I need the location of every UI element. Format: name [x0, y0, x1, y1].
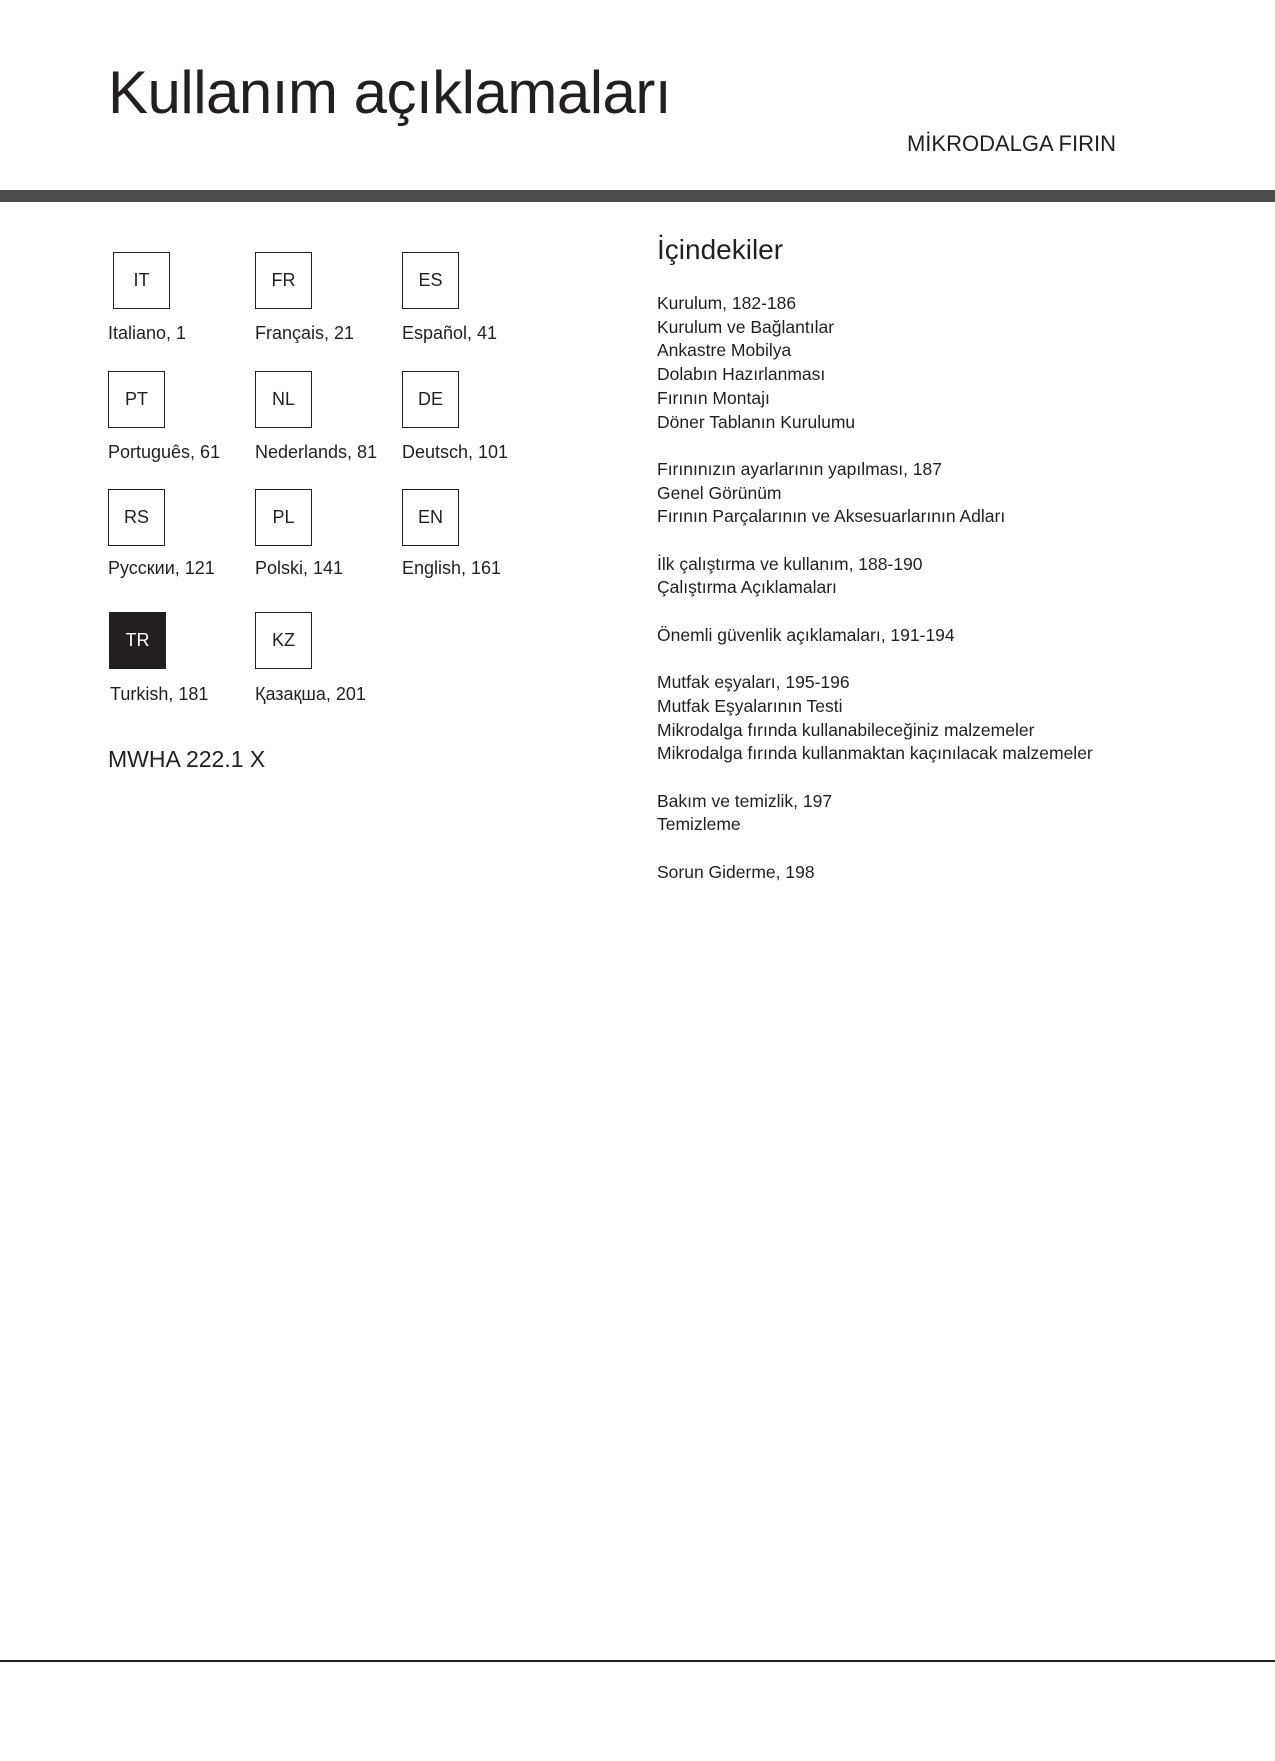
language-code-box[interactable]: IT: [113, 252, 170, 309]
toc-section: [657, 292, 1217, 434]
language-code-box[interactable]: TR: [109, 612, 166, 669]
toc-section-title: Fırınınızın ayarlarının yapılması, 187: [657, 458, 942, 479]
toc-section-title: Sorun Giderme, 198: [657, 861, 815, 882]
toc-section-title: Önemli güvenlik açıklamaları, 191-194: [657, 624, 955, 645]
toc-section: [657, 861, 1217, 885]
toc-section: [657, 553, 1217, 600]
toc-section-title: Bakım ve temizlik, 197: [657, 790, 833, 811]
toc-section-title: Kurulum, 182-186: [657, 293, 797, 313]
language-code-box[interactable]: EN: [402, 489, 459, 546]
language-label[interactable]: Русскии, 121: [108, 558, 215, 578]
language-code-box[interactable]: RS: [108, 489, 165, 546]
model-number: MWHA 222.1 X: [108, 746, 266, 772]
language-label[interactable]: Қазақша, 201: [255, 684, 366, 704]
product-type: MİKRODALGA FIRIN: [906, 131, 1116, 156]
toc-subitem: Temizleme: [657, 814, 741, 835]
language-code-box[interactable]: KZ: [255, 612, 312, 669]
language-label[interactable]: Nederlands, 81: [255, 442, 378, 462]
language-code-box[interactable]: FR: [255, 252, 312, 309]
language-label[interactable]: English, 161: [402, 558, 502, 578]
toc-subitem: Mikrodalga fırında kullanabileceğiniz malzemeler: [657, 719, 1035, 740]
toc-section-title: Mutfak eşyaları, 195-196: [657, 672, 850, 693]
toc-section: [657, 624, 1217, 648]
page-title: Kullanım açıklamaları: [108, 59, 672, 126]
toc-subitem: Çalıştırma Açıklamaları: [657, 577, 837, 598]
toc-subitem: Fırının Parçalarının ve Aksesuarlarının Adları: [657, 506, 1006, 527]
language-label[interactable]: Français, 21: [255, 323, 355, 343]
toc-subitem: Kurulum ve Bağlantılar: [657, 316, 835, 337]
toc-section: [657, 458, 1217, 529]
toc-subitem: Fırının Montajı: [657, 387, 770, 408]
language-code-box[interactable]: NL: [255, 371, 312, 428]
language-code-box[interactable]: PL: [255, 489, 312, 546]
table-of-contents: [657, 292, 1217, 908]
language-label[interactable]: Polski, 141: [255, 558, 344, 578]
header-divider-bar: [0, 190, 1275, 202]
toc-subitem: Dolabın Hazırlanması: [657, 364, 826, 385]
language-label[interactable]: Italiano, 1: [108, 323, 187, 343]
toc-subitem: Mutfak Eşyalarının Testi: [657, 695, 843, 716]
toc-subitem: Mikrodalga fırında kullanmaktan kaçınılacak malzemeler: [657, 743, 1093, 764]
language-label[interactable]: Español, 41: [402, 323, 498, 343]
toc-heading: İçindekiler: [657, 234, 784, 265]
toc-subitem: Genel Görünüm: [657, 482, 782, 503]
language-code-box[interactable]: PT: [108, 371, 165, 428]
language-code-box[interactable]: ES: [402, 252, 459, 309]
toc-subitem: Ankastre Mobilya: [657, 340, 792, 361]
language-label[interactable]: Deutsch, 101: [402, 442, 509, 462]
toc-section: [657, 671, 1217, 766]
toc-section-title: İlk çalıştırma ve kullanım, 188-190: [657, 553, 923, 574]
language-label[interactable]: Turkish, 181: [110, 684, 209, 704]
toc-subitem: Döner Tablanın Kurulumu: [657, 411, 856, 432]
language-code-box[interactable]: DE: [402, 371, 459, 428]
footer-divider: [0, 1660, 1275, 1662]
toc-section: [657, 790, 1217, 837]
language-label[interactable]: Português, 61: [108, 442, 221, 462]
